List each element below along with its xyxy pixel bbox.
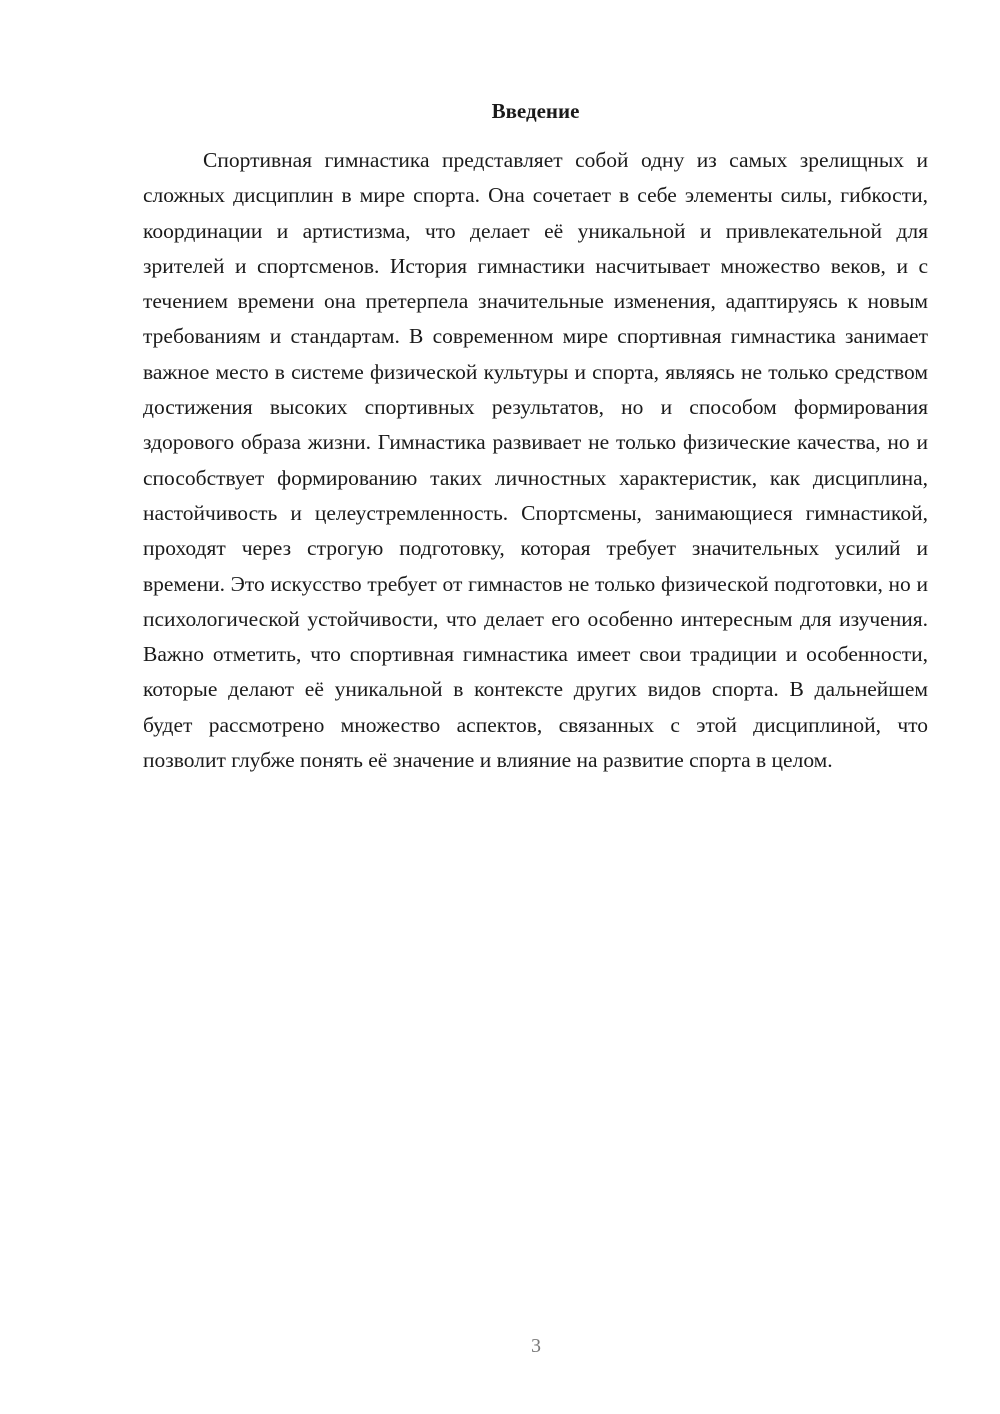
heading-container	[143, 96, 928, 126]
page-number: 3	[531, 1335, 541, 1357]
section-heading: Введение	[491, 99, 580, 123]
body-paragraph: Спортивная гимнастика представляет собой одну из самых зрелищных и сложных дисциплин в мире спорта. Она сочетает в себе элементы силы, гибкости, координации и артистизма, что делает её уникальной и привлекательной для зрителей и спортсменов. История гимнастики насчитывает множество веков, и с течением времени она претерпела значительные изменения, адаптируясь к новым требованиям и стандартам. В современном мире спортивная гимнастика занимает важное место в системе физической культуры и спорта, являясь не только средством достижения высоких спортивных результатов, но и способом формирования здорового образа жизни. Гимнастика развивает не только физические качества, но и способствует формированию таких личностных характеристик, как дисциплина, настойчивость и целеустремленность. Спортсмены, занимающиеся гимнастикой, проходят через строгую подготовку, которая требует значительных усилий и времени. Это искусство требует от гимнастов не только физической подготовки, но и психологической устойчивости, что делает его особенно интересным для изучения. Важно отметить, что спортивная гимнастика имеет свои традиции и особенности, которые делают её уникальной в контексте других видов спорта. В дальнейшем будет рассмотрено множество аспектов, связанных с этой дисциплиной, что позволит глубже понять её значение и влияние на развитие спорта в целом.	[143, 148, 928, 773]
